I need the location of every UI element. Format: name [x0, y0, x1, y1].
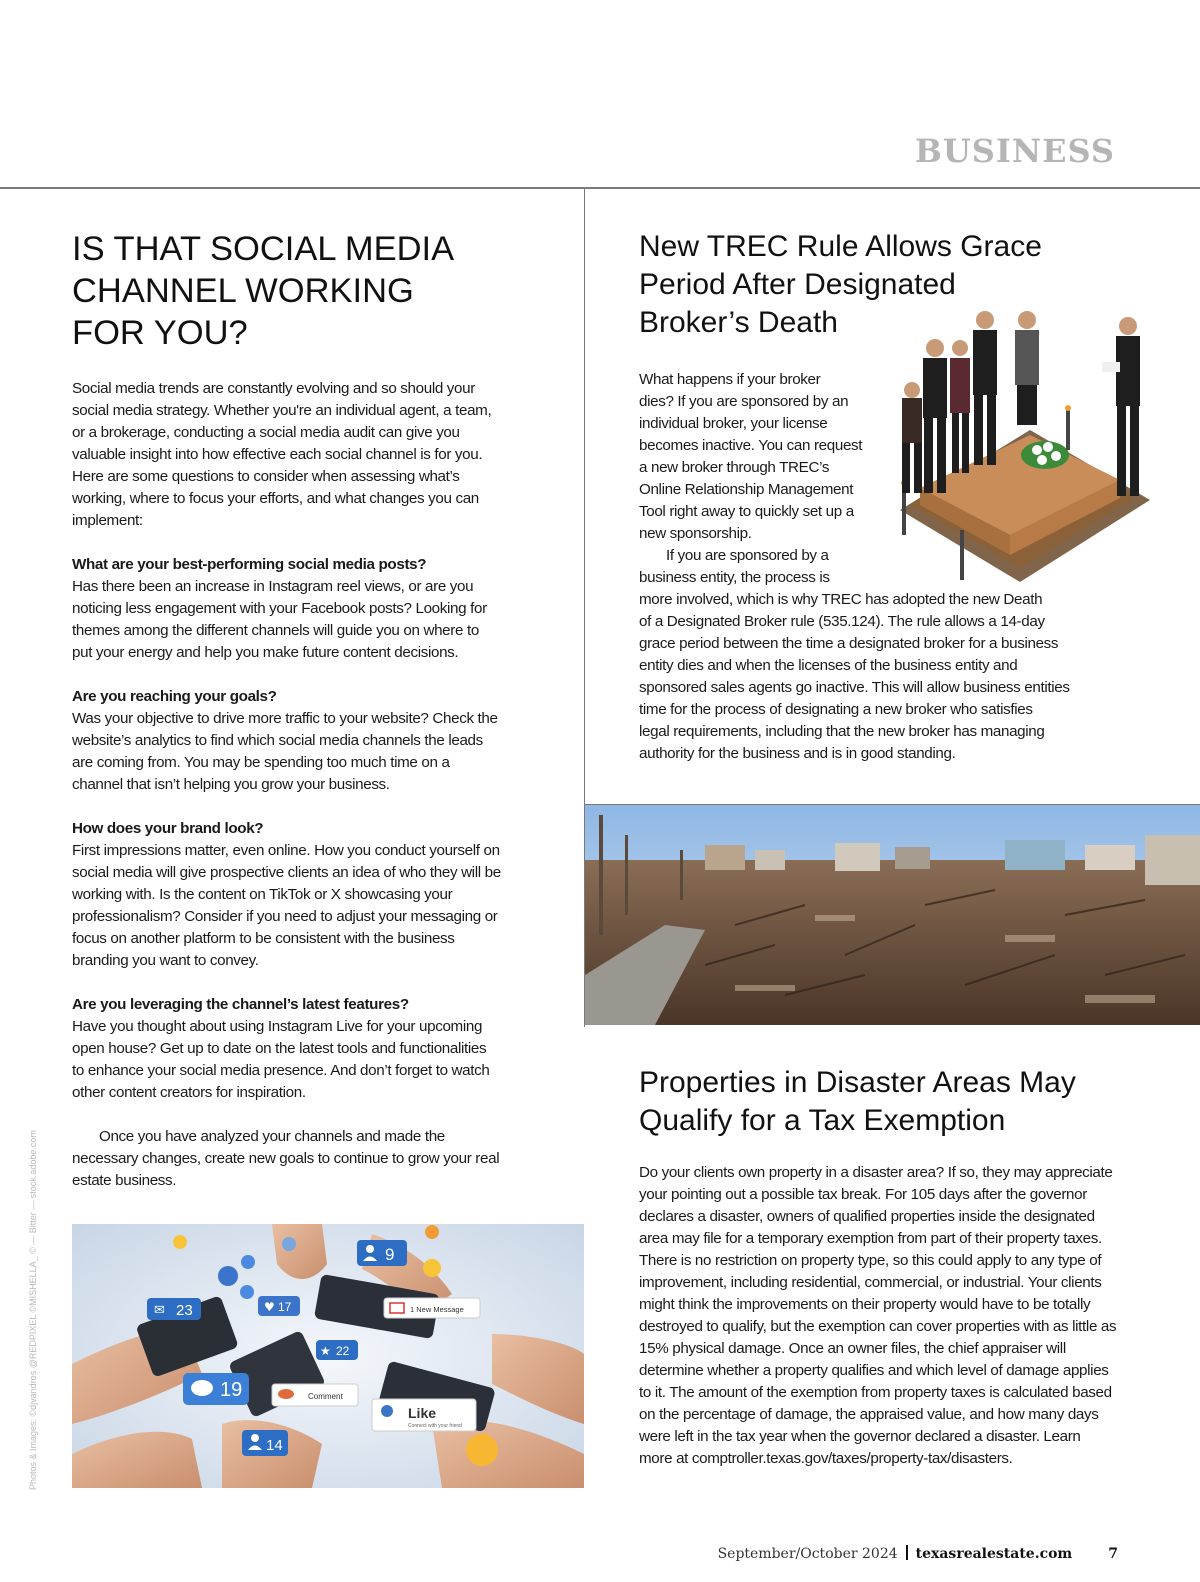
question-heading: Are you reaching your goals? — [72, 688, 277, 705]
svg-text:Connect with your friend: Connect with your friend — [408, 1423, 462, 1429]
article-title — [639, 1064, 1109, 1140]
social-media-photo — [72, 1224, 584, 1488]
heart-badge — [258, 1296, 300, 1316]
bubble-icon — [282, 1237, 296, 1251]
emoji-icon — [466, 1434, 498, 1466]
svg-text:1 New Message: 1 New Message — [410, 1305, 464, 1314]
svg-text:♥: ♥ — [264, 1300, 275, 1314]
text-line: If you are sponsored by a — [666, 547, 829, 564]
question-answer: First impressions matter, even online. How you conduct yourself on social media will give prospective clients an idea of who they will be working with. Is the content on TikTok or X showcasing your professionalism? Consider if you need to adjust your messaging or focus on another platform to be consistent with the business branding you want to convey. — [72, 842, 501, 969]
svg-text:Comment: Comment — [308, 1392, 343, 1401]
page-number: 7 — [1108, 1546, 1118, 1562]
comment-card — [272, 1384, 358, 1406]
bubble-icon — [240, 1285, 254, 1299]
question-answer: Was your objective to drive more traffic to your website? Check the website’s analytics to find which social media channels the leads are coming from. You may be spending too much time on a channel that isn’t helping you grow your business. — [72, 710, 498, 793]
question-heading: Are you leveraging the channel’s latest features? — [72, 996, 409, 1013]
tax-exemption-article — [639, 1064, 1109, 1140]
comments-badge — [183, 1373, 249, 1405]
title-line: Period After Designated — [639, 268, 956, 301]
stars-badge — [316, 1340, 358, 1360]
phones-illustration — [72, 1224, 584, 1488]
text-line: What happens if your broker — [639, 371, 821, 388]
title-line: Broker’s Death — [639, 306, 838, 339]
issue-date: September/October 2024 — [717, 1546, 898, 1562]
article-title — [72, 228, 502, 354]
svg-text:9: 9 — [385, 1245, 395, 1264]
text-line: legal requirements, including that the new broker has managing — [639, 723, 1045, 740]
photo-credit: Photos & Images: ©djvandros @REDPIXEL ©MISHELLA_ © — Bitter — stock.adobe.com — [28, 1130, 38, 1490]
svg-text:23: 23 — [176, 1302, 193, 1319]
emoji-icon — [425, 1225, 439, 1239]
title-line: FOR YOU? — [72, 314, 248, 352]
title-line: New TREC Rule Allows Grace — [639, 230, 1042, 263]
text-line: Online Relationship Management — [639, 481, 854, 498]
question-block — [72, 818, 502, 972]
like-card — [372, 1399, 476, 1431]
social-media-article — [72, 228, 502, 1214]
people-badge-bottom — [242, 1430, 288, 1456]
svg-text:✉: ✉ — [154, 1303, 165, 1318]
text-line: grace period between the time a designated broker for a business — [639, 635, 1059, 652]
thumbs-up-icon — [218, 1266, 238, 1286]
svg-text:★: ★ — [320, 1344, 331, 1358]
svg-text:17: 17 — [278, 1300, 292, 1314]
text-line: individual broker, your license — [639, 415, 828, 432]
emoji-icon — [173, 1235, 187, 1249]
bubble-icon — [241, 1255, 255, 1269]
text-line: becomes inactive. You can request — [639, 437, 863, 454]
question-block — [72, 686, 502, 796]
title-line: IS THAT SOCIAL MEDIA — [72, 230, 455, 268]
tax-exemption-body: Do your clients own property in a disaster area? If so, they may appreciate your pointing out a possible tax break. For 105 days after the governor declares a disaster, owners of qualified properties inside the designated area may file for a temporary exemption from part of their property taxes. There is no restriction on property type, so this could apply to any type of improvement, including residential, commercial, or industrial. Your clients might think the improvements on their property would have to be totally destroyed to qualify, but the exemption can cover properties with as little as 15% physical damage. Once an owner files, the chief appraiser will determine whether a property qualifies and which level of damage applies to it. The amount of the exemption from property taxes is calculated based on the percentage of damage, the appraised value, and how many days were left in the tax year when the governor declared a disaster. Learn more at comptroller.texas.gov/taxes/property-tax/disasters. — [639, 1164, 1117, 1467]
disaster-photo — [585, 805, 1200, 1025]
text-line: entity dies and when the licenses of the business entity and — [639, 657, 1018, 674]
text-line: more involved, which is why TREC has adopted the new Death — [639, 591, 1043, 608]
site-url: texasrealestate.com — [915, 1546, 1073, 1562]
svg-text:Like: Like — [408, 1405, 437, 1421]
text-line: of a Designated Broker rule (535.124). The rule allows a 14-day — [639, 613, 1045, 630]
svg-text:22: 22 — [336, 1344, 350, 1358]
text-line: authority for the business and is in good standing. — [639, 745, 956, 762]
mail-badge — [147, 1298, 201, 1320]
text-line: Tool right away to quickly set up a — [639, 503, 854, 520]
question-block — [72, 554, 502, 664]
title-line: Qualify for a Tax Exemption — [639, 1104, 1006, 1137]
question-heading: How does your brand look? — [72, 820, 264, 837]
header-rule — [0, 187, 1200, 189]
page-footer — [718, 1545, 1118, 1562]
funeral-illustration — [880, 300, 1162, 582]
text-line: sponsored sales agents go inactive. This will allow business entities — [639, 679, 1070, 696]
people-badge-top — [357, 1240, 407, 1266]
text-line: time for the process of designating a new broker who satisfies — [639, 701, 1033, 718]
text-line: new sponsorship. — [639, 525, 752, 542]
text-line: business entity, the process is — [639, 569, 830, 586]
question-answer: Have you thought about using Instagram Live for your upcoming open house? Get up to date on the latest tools and functionalities to enhance your social media presence. And don’t forget to watch other content creators for inspiration. — [72, 1018, 490, 1101]
emoji-icon — [423, 1259, 441, 1277]
disaster-scene — [585, 805, 1200, 1025]
question-heading: What are your best-performing social media posts? — [72, 556, 427, 573]
title-line: CHANNEL WORKING — [72, 272, 414, 310]
intro-paragraph: Social media trends are constantly evolving and so should your social media strategy. Whether you're an individual agent, a team, or a brokerage, conducting a social media audit can give you valuable insight into how effective each social channel is for you. Here are some questions to consider when assessing what’s working, where to focus your efforts, and what changes you can implement: — [72, 380, 492, 529]
title-line: Properties in Disaster Areas May — [639, 1066, 1076, 1099]
question-answer: Has there been an increase in Instagram reel views, or are you noticing less engagement with your Facebook posts? Looking for themes among the different channels will guide you on where to put your energy and help you make future content decisions. — [72, 578, 487, 661]
footer-separator — [906, 1545, 908, 1560]
closing-paragraph: Once you have analyzed your channels and made the necessary changes, create new goals to continue to grow your real estate business. — [72, 1128, 500, 1189]
section-label: BUSINESS — [914, 132, 1115, 170]
text-line: dies? If you are sponsored by an — [639, 393, 849, 410]
text-line: a new broker through TREC’s — [639, 459, 830, 476]
svg-text:14: 14 — [266, 1437, 283, 1454]
new-message-card — [384, 1298, 480, 1318]
question-block — [72, 994, 502, 1104]
svg-text:19: 19 — [220, 1379, 243, 1401]
